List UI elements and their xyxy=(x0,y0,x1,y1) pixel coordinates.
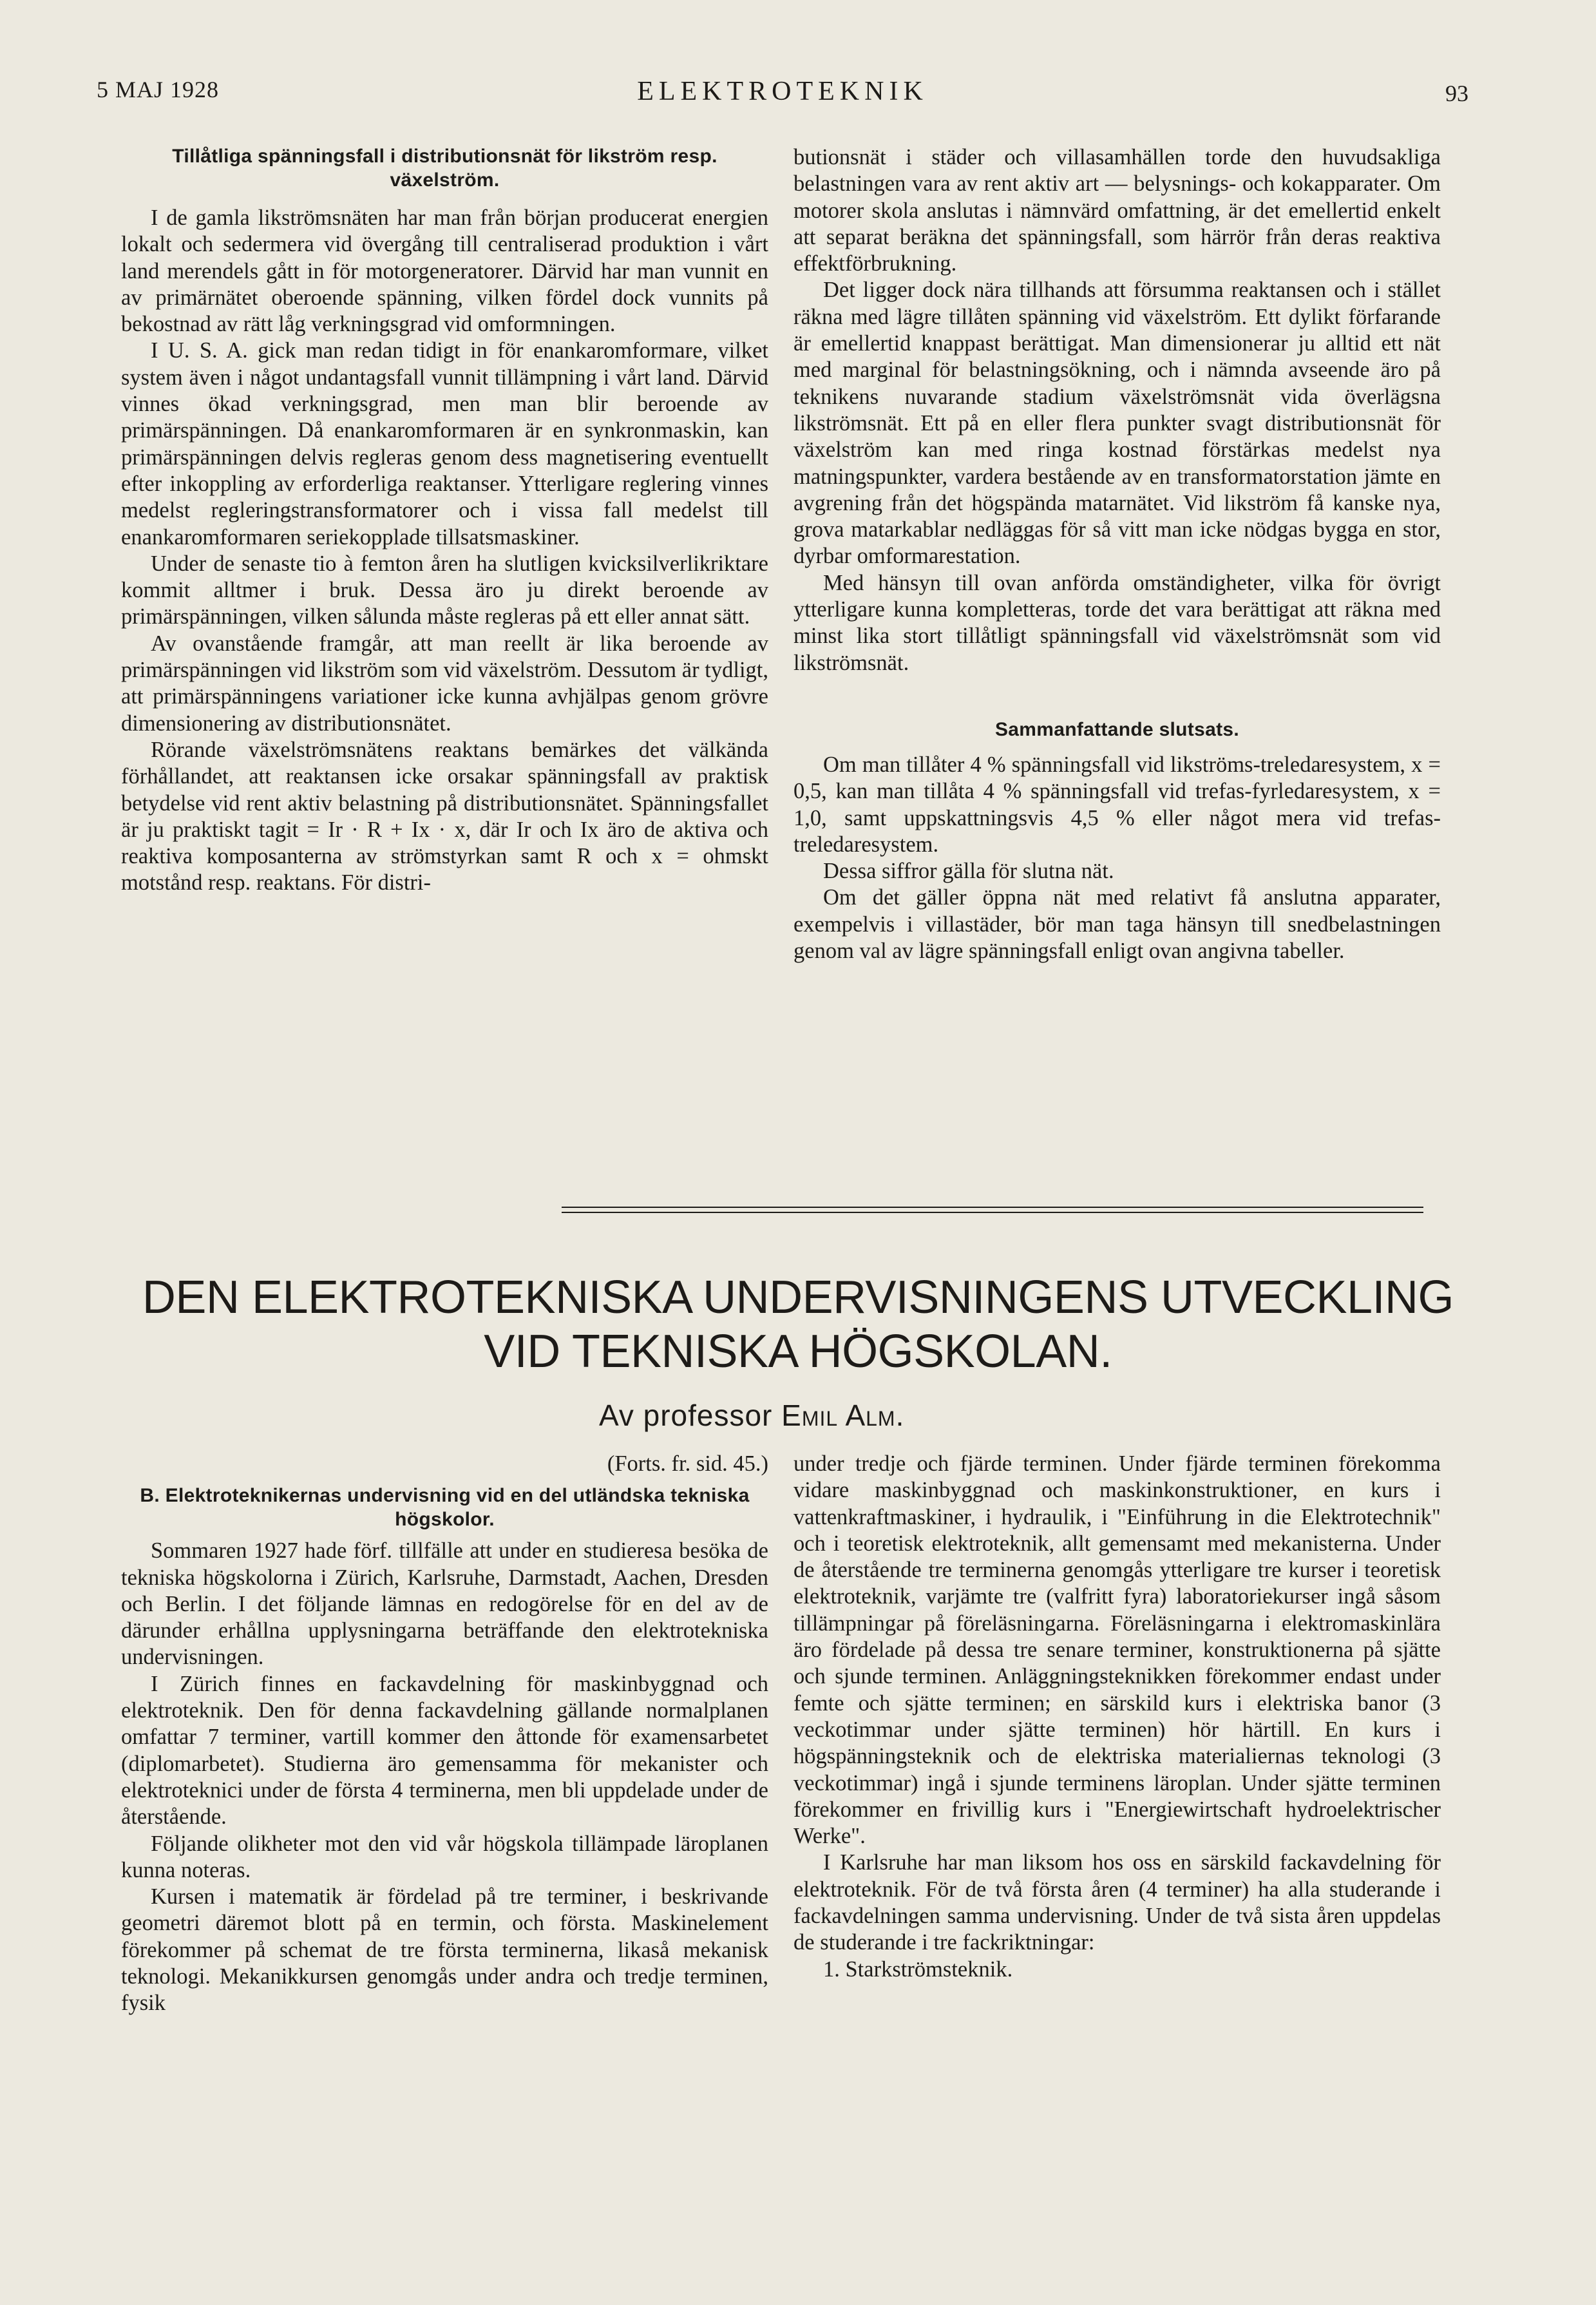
paragraph: under tredje och fjärde terminen. Under fjärde terminen förekomma vidare maskinbyggnad och maskinkonstruktioner, en kurs i vattenkraftmaskiner, i hydraulik, i "Einführung in die Elektrotechnik" och i teoretisk elektroteknik, allt gemensamt med mekanisterna. Under de återstående tre terminerna genomgås ytterligare tre kurser i teoretisk elektroteknik, varjämte tre (valfritt fyra) laboratoriekurser ingå såsom tillämpningar på föreläsningarna. Föreläsningarna i elektromaskinlära äro fördelade på dessa tre senare terminer, konstruktionerna på sjätte och sjunde terminen. Anläggningsteknikken förekommer endast under femte och sjätte terminen; en särskild kurs i elektriska banor (3 veckotimmar under sjätte terminen) hör härtill. En kurs i högspänningsteknik och de elektriska materialiernas teknologi (3 veckotimmar) ingå i sjunde terminens läroplan. Under sjätte terminen förekommer en frivillig kurs i "Energiewirtschaft hydroelektrischer Werke". xyxy=(793,1451,1441,1849)
article-title-line-1: DEN ELEKTROTEKNISKA UNDERVISNINGENS UTVECKLING xyxy=(142,1272,1454,1323)
paragraph: 1. Starkströmsteknik. xyxy=(823,1956,1013,1982)
paragraph: Under de senaste tio à femton åren ha slutligen kvicksilverlikriktare kommit alltmer i bruk. Dessa äro ju direkt beroende av primärspänningen, vilken sålunda måste regleras på ett eller annat sätt. xyxy=(121,551,768,629)
separator-rule xyxy=(562,1212,1423,1213)
summary-heading: Sammanfattande slutsats. xyxy=(995,718,1239,740)
byline-author: Emil Alm. xyxy=(781,1399,905,1432)
paragraph: Kursen i matematik är fördelad på tre terminer, i beskrivande geometri däremot blott på en termin, och första. Maskinelement förekommer på schemat de tre första terminerna, likaså mekanisk teknologi. Mekanikkursen genomgås under andra och tredje terminen, fysik xyxy=(121,1884,768,2016)
byline xyxy=(599,1398,904,1433)
paragraph: I Zürich finnes en fackavdelning för maskinbyggnad och elektroteknik. Den för denna fackavdelning gällande normalplanen omfattar 7 terminer, vartill kommer den åttonde för examensarbetet (diplomarbetet). Studierna äro gemensamma för mekanister och elektroteknici under de första 4 terminerna, men bli uppdelade under de återstående. xyxy=(121,1671,768,1830)
article-title-line-2: VID TEKNISKA HÖGSKOLAN. xyxy=(484,1326,1112,1377)
paragraph: Om det gäller öppna nät med relativt få anslutna apparater, exempelvis i villastäder, bör man taga hänsyn till snedbelastningen genom val av lägre spänningsfall enligt ovan angivna tabeller. xyxy=(793,885,1441,964)
paragraph: Med hänsyn till ovan anförda omständigheter, vilka för övrigt ytterligare kunna kompletteras, torde det vara berättigat att räkna med minst lika stort tillåtligt spänningsfall vid växelströmsnät som vid likströmsnät. xyxy=(793,570,1441,675)
main-left-column xyxy=(121,1451,768,2017)
paragraph: Om man tillåter 4 % spänningsfall vid likströms-treledaresystem, x = 0,5, kan man tillåta 4 % spänningsfall vid trefas-fyrledaresystem, x = 1,0, samt uppskattningsvis 4,5 % eller något mera vid trefas-treledaresystem. xyxy=(793,752,1441,857)
upper-left-column xyxy=(121,144,768,897)
paragraph: I Karlsruhe har man liksom hos oss en särskild fackavdelning för elektroteknik. För de två första åren (4 terminer) ha alla studerande i fackavdelningen samma undervisning. Under de två sista åren uppdelas de studerande i tre fackriktningar: xyxy=(793,1850,1441,1955)
paragraph: Det ligger dock nära tillhands att försumma reaktansen och i stället räkna med lägre tillåten spänning vid växelström. Ett dylikt förfarande är emellertid knappast berättigat. Man dimensionerar ju alltid ett nät med marginal för belastningsökning, och i nämnda avseende äro på teknikens nuvarande stadium växelströmsnät vida överlägsna likströmsnät. Ett på en eller flera punkter svagt distributionsnät för växelström kan med ringa kostnad förstärkas medelst nya matningspunkter, vardera bestående av en transformatorstation jämte en avgrening från det högspända matarnätet. Vid likström få kanske nya, grova matarkablar nedläggas för så vitt man icke nödgas bygga en stor, dyrbar omformarestation. xyxy=(793,278,1441,569)
continuation-note: (Forts. fr. sid. 45.) xyxy=(607,1451,768,1476)
paragraph: butionsnät i städer och villasamhällen torde den huvudsakliga belastningen vara av rent aktiv art — belysnings- och kokapparater. Om motorer skola anslutas i nämnvärd omfattning, är det emellertid enkelt att separat beräkna det spänningsfall, som härrör från deras reaktiva effektförbrukning. xyxy=(793,145,1441,276)
paragraph: Dessa siffror gälla för slutna nät. xyxy=(823,859,1114,884)
main-right-column xyxy=(793,1451,1441,1983)
page-header xyxy=(97,76,1468,128)
paragraph: Av ovanstående framgår, att man reellt är lika beroende av primärspänningen vid likström som vid växelström. Dessutom är tydligt, att primärspänningens variationer icke kunna avhjälpas genom grövre dimensionering av distributionsnätet. xyxy=(121,631,768,736)
paragraph: Följande olikheter mot den vid vår högskola tillämpade läroplanen kunna noteras. xyxy=(121,1831,768,1882)
article-title xyxy=(58,1270,1538,1379)
upper-right-column xyxy=(793,144,1441,964)
upper-article-heading: Tillåtliga spänningsfall i distributionsnät för likström resp. växelström. xyxy=(172,146,717,191)
paragraph: Rörande växelströmsnätens reaktans bemärkes det välkända förhållandet, att reaktansen icke orsakar spänningsfall av praktisk betydelse vid rent aktiv belastning på distributionsnätet. Spänningsfallet är ju praktiskt tagit = Ir · R + Ix · x, där Ir och Ix äro de aktiva och reaktiva komposanterna av strömstyrkan samt R och x = ohmskt motstånd resp. reaktans. För distri- xyxy=(121,737,768,895)
byline-prefix: Av professor xyxy=(599,1399,773,1432)
page-number: 93 xyxy=(1445,81,1468,106)
paragraph: Sommaren 1927 hade förf. tillfälle att under en studieresa besöka de tekniska högskolorna i Zürich, Karlsruhe, Darmstadt, Aachen, Dresden och Berlin. I det följande lämnas en redogörelse för en del av de därunder erhållna upplysningarna beträffande den elektrotekniska undervisningen. xyxy=(121,1538,768,1670)
paragraph: I U. S. A. gick man redan tidigt in för enankaromformare, vilket system även i något undantagsfall vunnit tillämpning i vårt land. Därvid vinnes ökad verkningsgrad, men man blir beroende av primärspänningen. Då enankaromformaren är en synkronmaskin, kan primärspänningen delvis regleras genom dess magnetisering eventuellt efter inkoppling av erforderliga reaktanser. Ytterligare reglering vinnes medelst regleringstransformatorer och i vissa fall medelst till enankaromformaren seriekopplade tillsatsmaskiner. xyxy=(121,338,768,550)
journal-title: ELEKTROTEKNIK xyxy=(637,77,928,106)
issue-date: 5 MAJ 1928 xyxy=(97,77,220,102)
section-heading: B. Elektroteknikernas undervisning vid en del utländska tekniska högskolor. xyxy=(140,1485,750,1531)
paragraph: I de gamla likströmsnäten har man från början producerat energien lokalt och sedermera vid övergång till centraliserad produktion i vårt land merendels gått in för motorgeneratorer. Därvid har man vunnit en av primärnätet oberoende spänning, vilken fördel dock vunnits på bekostnad av rätt låg verkningsgrad vid omformningen. xyxy=(121,206,768,337)
separator-rule xyxy=(562,1207,1423,1208)
